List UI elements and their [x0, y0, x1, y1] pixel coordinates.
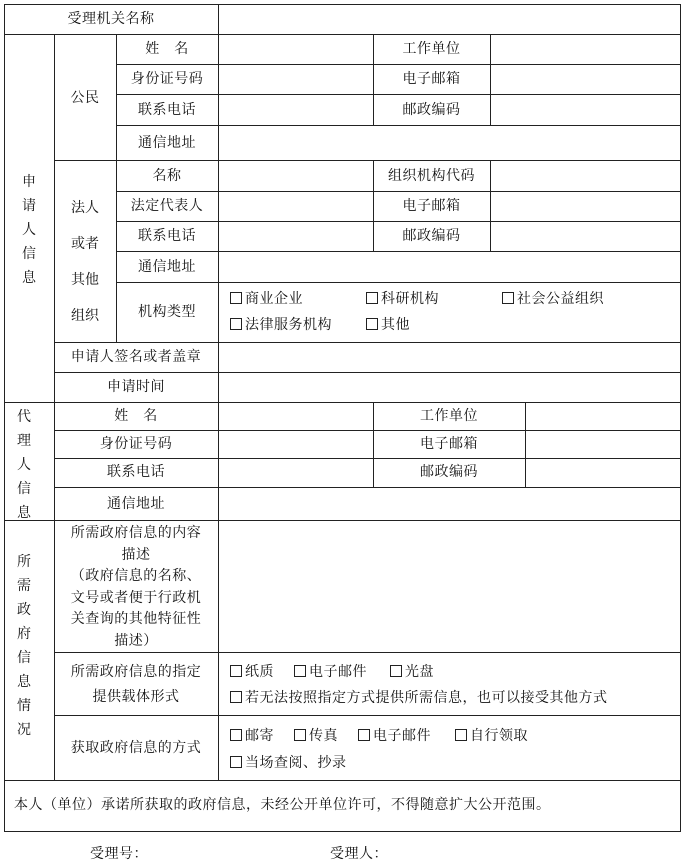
rule: [116, 282, 680, 283]
org-postcode-field[interactable]: [491, 222, 680, 251]
org-type-option-business[interactable]: 商业企业: [230, 291, 303, 307]
checkbox-icon: [294, 665, 306, 677]
citizen-address-label: 通信地址: [138, 135, 196, 151]
agent-name-field[interactable]: [219, 403, 373, 430]
method-option-email[interactable]: 电子邮件: [358, 728, 431, 744]
org-name-label: 名称: [152, 168, 182, 184]
citizen-address-field[interactable]: [219, 126, 680, 160]
format-option-alternative[interactable]: 若无法按照指定方式提供所需信息，也可以接受其他方式: [230, 690, 608, 706]
citizen-id-field[interactable]: [219, 65, 373, 94]
agent-address-field[interactable]: [219, 488, 680, 520]
signature-label: 申请人签名或者盖章: [70, 349, 202, 365]
method-option-pickup[interactable]: 自行领取: [455, 728, 528, 744]
checkbox-icon: [230, 292, 242, 304]
rule: [54, 652, 680, 653]
format-label: 所需政府信息的指定 提供载体形式: [70, 664, 202, 705]
checkbox-icon: [230, 318, 242, 330]
org-address-field[interactable]: [219, 252, 680, 282]
checkbox-icon: [455, 729, 467, 741]
request-section-label: 所 需 政 府 信 息 情 况: [17, 554, 31, 738]
checkbox-icon: [230, 691, 242, 703]
agent-name-label: 姓 名: [114, 408, 158, 424]
agent-id-label: 身份证号码: [99, 436, 173, 452]
pledge-statement: 本人（单位）承诺所获取的政府信息，未经公开单位许可，不得随意扩大公开范围。: [14, 797, 551, 813]
agency-field[interactable]: [219, 5, 679, 34]
org-type-option-nonprofit[interactable]: 社会公益组织: [502, 291, 604, 307]
org-email-label: 电子邮箱: [402, 198, 461, 214]
checkbox-icon: [230, 665, 242, 677]
rule: [54, 715, 680, 716]
rule: [4, 780, 680, 781]
citizen-employer-label: 工作单位: [402, 41, 461, 57]
agent-id-field[interactable]: [219, 431, 373, 458]
checkbox-icon: [230, 756, 242, 768]
org-rep-label: 法定代表人: [130, 198, 204, 214]
accept-number-label: 受理号：: [90, 846, 148, 862]
org-address-label: 通信地址: [138, 259, 196, 275]
agent-phone-label: 联系电话: [107, 464, 165, 480]
method-label: 获取政府信息的方式: [70, 740, 202, 756]
citizen-postcode-label: 邮政编码: [402, 102, 461, 118]
agent-section-label: 代 理 人 信 息: [17, 409, 31, 521]
org-name-field[interactable]: [219, 161, 373, 191]
checkbox-icon: [502, 292, 514, 304]
checkbox-icon: [230, 729, 242, 741]
citizen-id-label: 身份证号码: [130, 71, 204, 87]
checkbox-icon: [366, 318, 378, 330]
org-type-option-other[interactable]: 其他: [366, 317, 410, 333]
org-rep-field[interactable]: [219, 192, 373, 221]
org-postcode-label: 邮政编码: [402, 228, 461, 244]
citizen-employer-field[interactable]: [491, 35, 680, 64]
agency-label: 受理机关名称: [67, 11, 155, 27]
citizen-email-field[interactable]: [491, 65, 680, 94]
agent-employer-label: 工作单位: [420, 408, 478, 424]
citizen-name-label: 姓 名: [145, 41, 189, 57]
citizen-phone-field[interactable]: [219, 95, 373, 125]
org-phone-label: 联系电话: [138, 228, 196, 244]
format-option-paper[interactable]: 纸质: [230, 664, 274, 680]
method-option-onsite[interactable]: 当场查阅、抄录: [230, 755, 347, 771]
applicant-section-label: 申 请 人 信 息: [22, 174, 36, 286]
checkbox-icon: [390, 665, 402, 677]
citizen-phone-label: 联系电话: [138, 102, 196, 118]
checkbox-icon: [366, 292, 378, 304]
agent-email-field[interactable]: [526, 431, 680, 458]
rule: [4, 4, 5, 832]
format-option-disc[interactable]: 光盘: [390, 664, 434, 680]
checkbox-icon: [294, 729, 306, 741]
agent-postcode-field[interactable]: [526, 459, 680, 487]
citizen-postcode-field[interactable]: [491, 95, 680, 125]
citizen-name-field[interactable]: [219, 35, 373, 64]
org-type-option-legal[interactable]: 法律服务机构: [230, 317, 332, 333]
org-group-label: 法人 或者 其他 组织: [71, 200, 99, 324]
format-option-email[interactable]: 电子邮件: [294, 664, 367, 680]
checkbox-icon: [358, 729, 370, 741]
org-code-label: 组织机构代码: [388, 168, 475, 184]
org-phone-field[interactable]: [219, 222, 373, 251]
org-type-label: 机构类型: [138, 304, 196, 320]
org-email-field[interactable]: [491, 192, 680, 221]
agent-postcode-label: 邮政编码: [420, 464, 478, 480]
citizen-email-label: 电子邮箱: [402, 71, 461, 87]
rule: [680, 4, 681, 832]
content-description-field[interactable]: [219, 521, 680, 652]
agent-address-label: 通信地址: [107, 496, 165, 512]
org-type-option-research[interactable]: 科研机构: [366, 291, 439, 307]
signature-field[interactable]: [219, 343, 680, 372]
org-code-field[interactable]: [491, 161, 680, 191]
citizen-group-label: 公民: [70, 90, 100, 106]
agent-email-label: 电子邮箱: [420, 436, 478, 452]
method-option-mail[interactable]: 邮寄: [230, 728, 274, 744]
receiver-label: 受理人：: [330, 846, 388, 862]
agent-phone-field[interactable]: [219, 459, 373, 487]
agent-employer-field[interactable]: [526, 403, 680, 430]
method-option-fax[interactable]: 传真: [294, 728, 338, 744]
date-label: 申请时间: [107, 379, 165, 395]
date-field[interactable]: [219, 373, 680, 402]
content-description-label: 所需政府信息的内容 描述 （政府信息的名称、 文号或者便于行政机 关查询的其他特征性 描述）: [70, 525, 202, 649]
rule: [4, 831, 680, 832]
